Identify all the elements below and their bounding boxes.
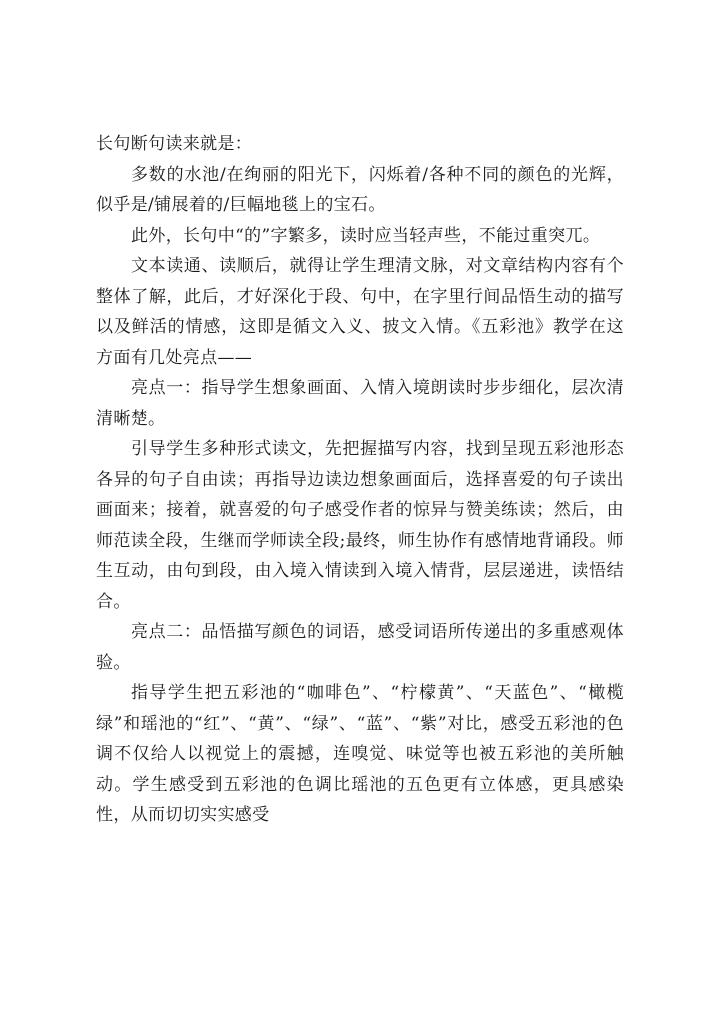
paragraph: 亮点二：品悟描写颜色的词语，感受词语所传递出的多重感观体验。	[96, 622, 624, 673]
paragraph: 指导学生把五彩池的“咖啡色”、“柠檬黄”、“天蓝色”、“橄榄绿”和瑶池的“红”、“黄”、“绿”、“蓝”、“紫”对比，感受五彩池的色调不仅给人以视觉上的震撼，连嗅觉、味觉等也被五彩池的美所触动。学生感受到五彩池的色调比瑶池的五色更有立体感，更具感染性，从而切切实实感受	[96, 683, 624, 825]
paragraph: 多数的水池/在绚丽的阳光下，闪烁着/各种不同的颜色的光辉，似乎是/铺展着的/巨幅地毯上的宝石。	[96, 164, 624, 215]
paragraph: 文本读通、读顺后，就得让学生理清文脉，对文章结构内容有个整体了解，此后，才好深化于段、句中，在字里行间品悟生动的描写以及鲜活的情感，这即是循文入义、披文入情。《五彩池》教学在这方面有几处亮点——	[96, 256, 624, 368]
paragraph: 长句断句读来就是：	[96, 134, 253, 154]
paragraph: 此外，长句中“的”字繁多，读时应当轻声些，不能过重突兀。	[131, 225, 601, 246]
document-body	[96, 129, 624, 831]
paragraph: 引导学生多种形式读文，先把握描写内容，找到呈现五彩池形态各异的句子自由读；再指导边读边想象画面后，选择喜爱的句子读出画面来；接着，就喜爱的句子感受作者的惊异与赞美练读；然后，由师范读全段，生继而学师读全段;最终，师生协作有感情地背诵段。师生互动，由句到段，由入境入情读到入境入情背，层层递进，读悟结合。	[96, 439, 624, 612]
paragraph: 亮点一：指导学生想象画面、入情入境朗读时步步细化，层次清清晰楚。	[96, 378, 624, 429]
